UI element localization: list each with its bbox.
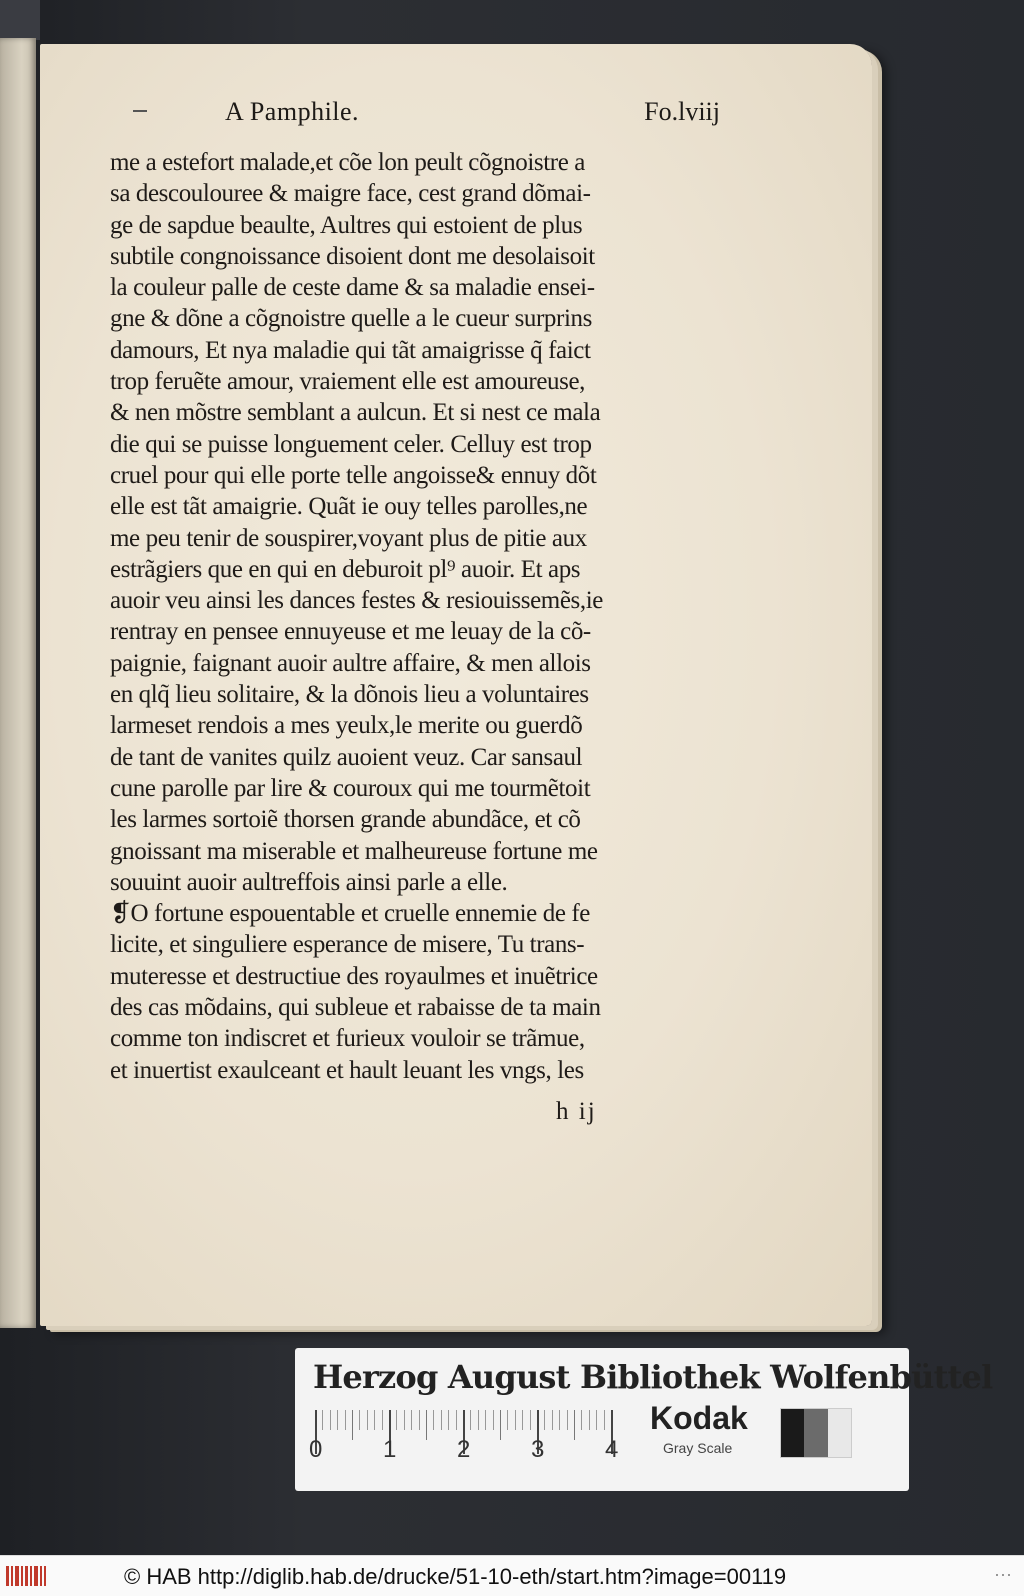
ruler-label: 1 [383, 1436, 397, 1463]
ruler-tick [448, 1410, 449, 1430]
ruler-tick [411, 1410, 412, 1430]
text-block [110, 147, 730, 1086]
text-line: licite, et singuliere esperance de misere, Tu trans- [110, 931, 585, 959]
more-icon[interactable]: ··· [994, 1564, 1012, 1584]
ruler-tick [470, 1410, 471, 1430]
ruler-tick [441, 1410, 442, 1430]
ruler-tick [493, 1410, 494, 1430]
text-line: auoir veu ainsi les dances festes & resiouissemẽs,ie [110, 587, 603, 615]
ruler-tick [485, 1410, 486, 1430]
text-line: & nen mõstre semblant a aulcun. Et si nest ce mala [110, 399, 601, 427]
text-line: sa descoulouree & maigre face, cest grand dõmai- [110, 180, 591, 208]
color-calibration-card [295, 1348, 993, 1491]
ruler-tick [419, 1410, 420, 1430]
gray-patches [780, 1408, 852, 1458]
text-line: cruel pour qui elle porte telle angoisse& ennuy dõt [110, 461, 597, 489]
ruler-label: 3 [531, 1436, 545, 1463]
text-line: me peu tenir de souspirer,voyant plus de pitie aux [110, 524, 587, 552]
ruler-tick [567, 1410, 568, 1430]
ruler-tick [596, 1410, 597, 1430]
ruler-tick [359, 1410, 360, 1430]
text-line: me a estefort malade,et cõe lon peult cõgnoistre a [110, 149, 585, 176]
ruler-tick [478, 1410, 479, 1430]
hab-logo-icon [4, 1562, 48, 1590]
ruler-tick [456, 1410, 457, 1430]
ruler-tick [337, 1410, 338, 1430]
grayscale-label: Gray Scale [663, 1440, 733, 1456]
text-line: damours, Et nya maladie qui tãt amaigrisse q̃ faict [110, 336, 591, 364]
folio-number: Fo.lviij [644, 97, 720, 126]
text-line: larmeset rendois a mes yeulx,le merite ou guerdõ [110, 712, 583, 740]
ruler-tick [522, 1410, 523, 1430]
header-dash-mark [133, 110, 147, 112]
running-title: A Pamphile. [225, 97, 360, 126]
ruler-tick [330, 1410, 331, 1430]
ruler-tick [433, 1410, 434, 1430]
text-line: die qui se puisse longuement celer. Celluy est trop [110, 430, 592, 458]
ruler-tick [352, 1410, 353, 1440]
text-line: muteresse et destructiue des royaulmes et inuẽtrice [110, 962, 598, 990]
text-line: en qlq̃ lieu solitaire, & la dõnois lieu a voluntaires [110, 681, 589, 709]
ruler-tick [530, 1410, 531, 1430]
source-url-link[interactable]: © HAB http://diglib.hab.de/drucke/51-10-eth/start.htm?image=00119 [124, 1564, 787, 1589]
ruler-tick [404, 1410, 405, 1430]
text-line: elle est tãt amaigrie. Quãt ie ouy telles parolles,ne [110, 493, 588, 521]
ruler-label: 0 [309, 1436, 323, 1463]
ruler-tick [552, 1410, 553, 1430]
library-name: Herzog August Bibliothek Wolfenbüttel [313, 1358, 993, 1396]
ruler-tick [367, 1410, 368, 1430]
text-line: et inuertist exaulceant et hault leuant les vngs, les [110, 1056, 584, 1084]
page-header [225, 97, 720, 137]
footer-bar [0, 1555, 1024, 1596]
ruler-tick [374, 1410, 375, 1430]
ruler-tick [559, 1410, 560, 1430]
gray-patch [828, 1409, 851, 1457]
text-line: paignie, faignant auoir aultre affaire, & men allois [110, 649, 591, 677]
ruler-label: 2 [457, 1436, 471, 1463]
signature-mark: h ij [556, 1098, 597, 1125]
text-line: de tant de vanites quilz auoient veuz. Car sansaul [110, 743, 583, 771]
ruler-tick [544, 1410, 545, 1430]
ruler-tick [500, 1410, 501, 1440]
text-line: comme ton indiscret et furieux vouloir se trãmue, [110, 1025, 585, 1053]
text-line: ❡O fortune espouentable et cruelle ennemie de fe [110, 900, 590, 928]
facing-page-edge [0, 38, 36, 1328]
text-line: gnoissant ma miserable et malheureuse fortune me [110, 837, 598, 865]
ruler-tick [322, 1410, 323, 1430]
text-line: rentray en pensee ennuyeuse et me leuay de la cõ- [110, 618, 591, 646]
ruler-tick [581, 1410, 582, 1430]
text-line: des cas mõdains, qui subleue et rabaisse de ta main [110, 994, 601, 1022]
ruler-tick [515, 1410, 516, 1430]
ruler-tick [426, 1410, 427, 1440]
text-line: ge de sapdue beaulte, Aultres qui estoient de plus [110, 211, 583, 239]
text-line: les larmes sortoiẽ thorsen grande abundãce, et cõ [110, 806, 581, 834]
text-line: cune parolle par lire & couroux qui me tourmẽtoit [110, 774, 591, 802]
ruler-tick [345, 1410, 346, 1430]
gray-patch [781, 1409, 804, 1457]
text-line: subtile congnoissance disoient dont me desolaisoit [110, 242, 595, 270]
text-line: souuint auoir aultreffois ainsi parle a elle. [110, 868, 508, 896]
kodak-logo: Kodak [650, 1400, 748, 1436]
ruler-tick [604, 1410, 605, 1430]
ruler-tick [396, 1410, 397, 1430]
ruler-tick [382, 1410, 383, 1430]
ruler-tick [589, 1410, 590, 1430]
text-line: trop feruẽte amour, vraiement elle est amoureuse, [110, 368, 586, 396]
binding-corner [0, 0, 40, 40]
ruler-tick [507, 1410, 508, 1430]
gray-patch [804, 1409, 827, 1457]
ruler-tick [574, 1410, 575, 1440]
text-line: la couleur palle de ceste dame & sa maladie ensei- [110, 274, 595, 302]
ruler-label: 4 [605, 1436, 619, 1463]
text-line: gne & dõne a cõgnoistre quelle a le cueur surprins [110, 305, 592, 333]
text-line: estrãgiers que en qui en deburoit pl⁹ auoir. Et aps [110, 555, 581, 583]
